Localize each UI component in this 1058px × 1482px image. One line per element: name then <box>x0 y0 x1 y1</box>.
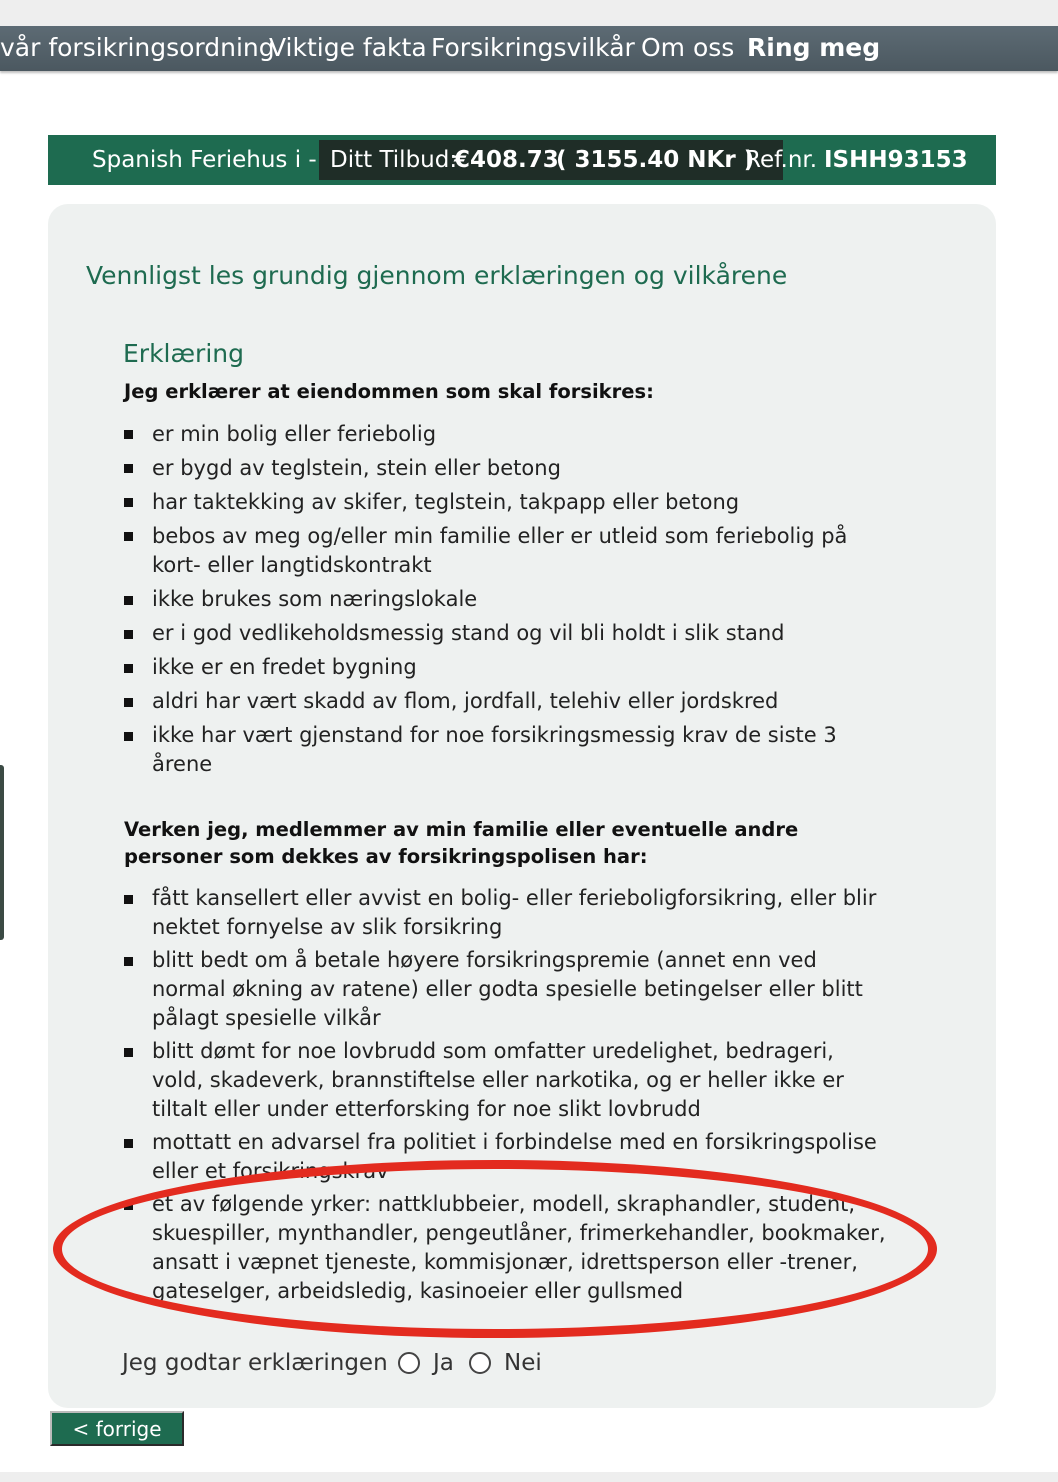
nav-item-viktige-fakta[interactable]: Viktige fakta <box>269 33 427 62</box>
nav-item-forsikringsordning[interactable]: vår forsikringsordning <box>0 33 275 62</box>
list-item: blitt dømt for noe lovbrudd som omfatter uredelighet, bedrageri, vold, skadeverk, brannstiftelse eller narkotika, og er heller ikke er tiltalt eller under etterforsking for noe slikt lovbrudd <box>152 1039 844 1121</box>
list-item: er bygd av teglstein, stein eller betong <box>152 456 561 480</box>
bullet <box>124 532 133 541</box>
list-item-occupations: et av følgende yrker: nattklubbeier, modell, skraphandler, student, skuespiller, mynthandler, pengeutlåner, frimerkehandler, bookmaker, ansatt i væpnet tjeneste, kommisjonær, idrettsperson eller -trener, gateselger, arbeidsledig, kasinoeier eller gullsmed <box>152 1192 886 1303</box>
radio-nei-label[interactable]: Nei <box>504 1350 542 1376</box>
bullet <box>124 498 133 507</box>
list-item: er min bolig eller feriebolig <box>152 422 437 446</box>
bullet <box>124 732 133 741</box>
list-item: fått kansellert eller avvist en bolig- eller ferieboligforsikring, eller blir nektet fornyelse av slik forsikring <box>152 886 877 939</box>
intro-text: Vennligst les grundig gjennom erklæringen og vilkårene <box>86 261 788 290</box>
bottom-strip <box>0 1472 1058 1482</box>
bullet <box>124 664 133 673</box>
radio-ja[interactable] <box>398 1352 420 1374</box>
back-button[interactable]: < forrige <box>50 1411 184 1446</box>
list-item: ikke brukes som næringslokale <box>152 587 478 611</box>
nav-item-ring-meg[interactable]: Ring meg <box>747 33 881 62</box>
nav-item-forsikringsvilkar[interactable]: Forsikringsvilkår <box>431 33 635 62</box>
radio-nei[interactable] <box>469 1352 491 1374</box>
section-title: Erklæring <box>123 339 244 368</box>
list-item: ikke har vært gjenstand for noe forsikringsmessig krav de siste 3 årene <box>152 723 837 776</box>
bullet <box>124 1139 133 1148</box>
offer-ref-label: Ref.nr. <box>745 147 818 173</box>
bullet <box>124 1201 133 1210</box>
radio-ja-label[interactable]: Ja <box>433 1350 454 1376</box>
bullet <box>124 1048 133 1057</box>
main-nav <box>0 26 1058 71</box>
list-item: mottatt en advarsel fra politiet i forbindelse med en forsikringspolise eller et forsikringskrav <box>152 1130 877 1183</box>
list-item: er i god vedlikeholdsmessig stand og vil bli holdt i slik stand <box>152 621 785 645</box>
nav-item-om-oss[interactable]: Om oss <box>641 33 735 62</box>
bullet <box>124 630 133 639</box>
offer-price-label: Ditt Tilbud: <box>330 147 458 173</box>
list-item: aldri har vært skadd av flom, jordfall, telehiv eller jordskred <box>152 689 779 713</box>
bullet <box>124 895 133 904</box>
list-item: ikke er en fredet bygning <box>152 655 417 679</box>
offer-price-eur: €408.73 <box>454 147 559 173</box>
left-edge-tab <box>0 765 4 940</box>
offer-bar <box>48 135 996 185</box>
lead-text-property: Jeg erklærer at eiendommen som skal forsikres: <box>124 380 654 403</box>
bullet <box>124 596 133 605</box>
offer-prefix: Spanish Feriehus i - <box>92 147 317 173</box>
bullet <box>124 464 133 473</box>
bullet <box>124 698 133 707</box>
list-item: bebos av meg og/eller min familie eller er utleid som feriebolig på kort- eller langtidskontrakt <box>152 524 848 577</box>
list-item: blitt bedt om å betale høyere forsikringspremie (annet enn ved normal økning av ratene) eller godta spesielle betingelser eller blitt pålagt spesielle vilkår <box>152 948 863 1030</box>
lead-text-persons: Verken jeg, medlemmer av min familie eller eventuelle andre personer som dekkes av forsikringspolisen har: <box>124 818 799 868</box>
accept-label: Jeg godtar erklæringen <box>122 1350 388 1376</box>
bullet <box>124 957 133 966</box>
bullet <box>124 430 133 439</box>
offer-ref-value: ISHH93153 <box>824 147 968 173</box>
browser-top-strip <box>0 0 1058 26</box>
offer-price-nok: ( 3155.40 NKr ) <box>556 147 755 173</box>
list-item: har taktekking av skifer, teglstein, takpapp eller betong <box>152 490 740 514</box>
